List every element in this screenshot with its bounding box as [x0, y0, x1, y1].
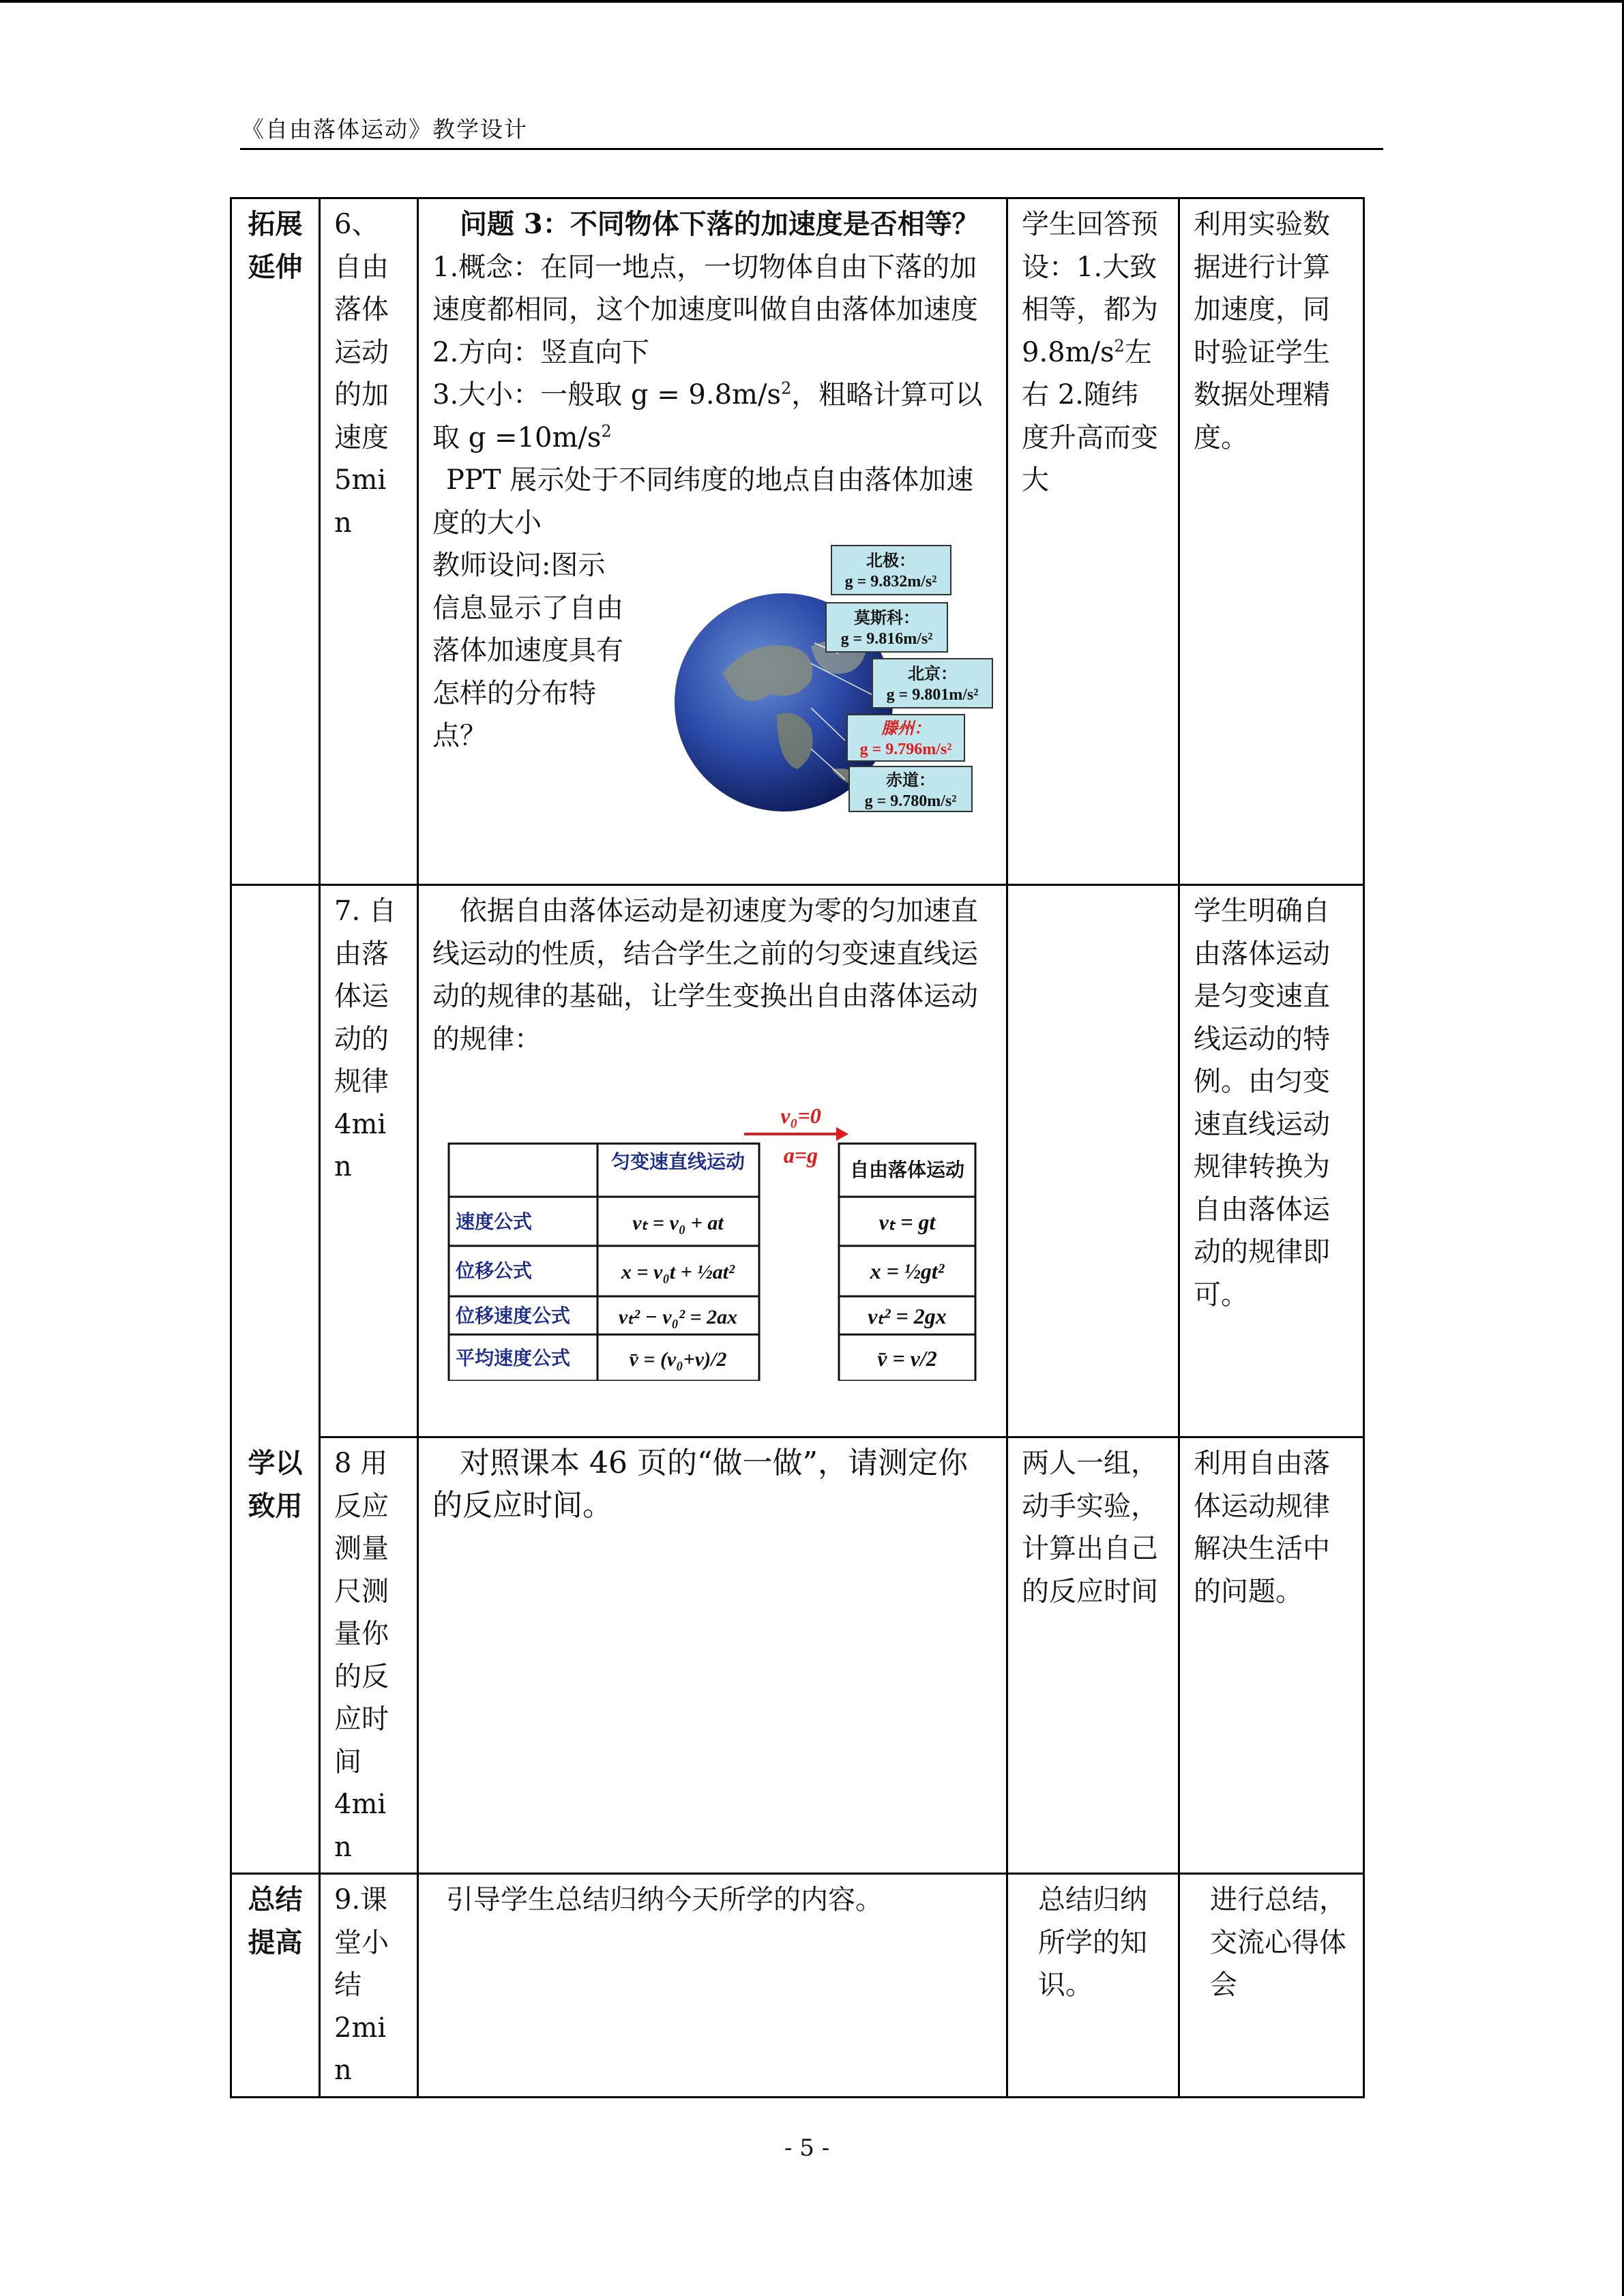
table-row-6	[231, 198, 1364, 885]
direction-text: 2.方向：竖直向下	[432, 336, 650, 368]
intent-cell-6: 利用实验数据进行计算加速度，同时验证学生数据处理精度。	[1179, 198, 1364, 885]
stage-cell-9: 9.课 堂小 结 2min	[320, 1874, 418, 2098]
free-fall-header: 自由落体运动	[849, 1160, 965, 1181]
table-row-9	[231, 1874, 1364, 2098]
globe-gravity-figure	[675, 544, 995, 833]
globe-label-place: 赤道：	[886, 772, 935, 790]
phase-cell-apply	[231, 885, 320, 1874]
content-cell-9	[418, 1874, 1007, 2098]
globe-label-value: g = 9.816m/s²	[840, 630, 933, 648]
formula-names	[456, 1210, 570, 1369]
condition-v0: v₀=0	[780, 1103, 821, 1128]
globe-label-place: 滕州：	[881, 720, 930, 738]
question-title: 问题 3：不同物体下落的加速度是否相等？	[460, 208, 979, 240]
svg-text:速度公式: 速度公式	[456, 1212, 533, 1233]
intent-cell-7: 学生明确自由落体运动是匀变速直线运动的特例。由匀变速直线运动规律转换为自由落体运动的规律即可。	[1179, 885, 1364, 1437]
globe-label-value: g = 9.801m/s²	[886, 686, 979, 704]
intent-cell-8: 利用自由落体运动规律解决生活中的问题。	[1179, 1437, 1364, 1874]
lesson-plan-table	[230, 197, 1365, 2098]
globe-figure-wrap	[432, 544, 992, 833]
stage-cell-6	[320, 198, 418, 885]
svg-text:位移公式: 位移公式	[456, 1261, 533, 1282]
stage-cell-7: 7. 自 由落 体运 动的 规律 4min	[320, 885, 418, 1437]
reaction-time-text: 对照课本 46 页的“做一做”，请测定你的反应时间。	[432, 1446, 968, 1523]
formula-comparison-figure	[441, 1094, 979, 1381]
magnitude-text: 3.大小：一般取 $g = 9.8m/s^2$，粗略计算可以取 $g =10m/s^2$	[432, 378, 983, 453]
svg-text:v̄ = v/2: v̄ = v/2	[877, 1346, 937, 1371]
intent-cell-9: 进行总结，交流心得体会	[1179, 1874, 1364, 2098]
ppt-text: PPT 展示处于不同纬度的地点自由落体加速度的大小	[432, 464, 974, 539]
document-title: 《自由落体运动》教学设计	[241, 116, 528, 143]
svg-text:vₜ = v₀ + at: vₜ = v₀ + at	[632, 1212, 724, 1234]
phase-cell-extend	[231, 198, 320, 885]
globe-label-place: 北京：	[908, 666, 957, 683]
stage-line: 运动	[334, 336, 389, 368]
phase-line: 拓展	[248, 208, 303, 240]
page-header	[240, 113, 1383, 150]
content-cell-7	[418, 885, 1007, 1437]
phase-cell-summary: 总结 提高	[231, 1874, 320, 2098]
student-cell-6: 学生回答预设：1.大致相等，都为 $9.8m/s^2$左右 2.随纬度升高而变大	[1007, 198, 1179, 885]
svg-text:vₜ² = 2gx: vₜ² = 2gx	[868, 1304, 947, 1328]
content-cell-6	[418, 198, 1007, 885]
rule-text: 依据自由落体运动是初速度为零的匀加速直线运动的性质，结合学生之前的匀变速直线运动的规律的基础，让学生变换出自由落体运动的规律：	[432, 895, 978, 1055]
phase-line: 学以	[248, 1447, 303, 1479]
content-cell-8	[418, 1437, 1007, 1874]
stage-line: 自由	[334, 251, 389, 283]
page-number: - 5 -	[784, 2134, 830, 2162]
general-formulas	[619, 1212, 737, 1371]
page-frame-top	[0, 0, 1624, 3]
globe-label-value: g = 9.796m/s²	[859, 741, 952, 758]
summary-text: 引导学生总结归纳今天所学的内容。	[446, 1884, 883, 1915]
svg-text:vₜ² − v₀² = 2ax: vₜ² − v₀² = 2ax	[618, 1306, 738, 1328]
stage-cell-8: 8 用 反应 测量 尺测 量你 的反 应时 间 4min	[320, 1437, 418, 1874]
stage-line: 6、	[334, 209, 379, 240]
stage-line: 5min	[334, 464, 387, 539]
globe-label-value: g = 9.832m/s²	[844, 573, 937, 591]
svg-text:位移速度公式: 位移速度公式	[456, 1306, 571, 1327]
svg-text:v̄ = (v₀+v)/2: v̄ = (v₀+v)/2	[629, 1348, 727, 1371]
arrow-head-icon	[836, 1127, 848, 1141]
svg-text:x = v₀t + ½at²: x = v₀t + ½at²	[621, 1261, 735, 1283]
globe-label-value: g = 9.780m/s²	[864, 792, 957, 810]
table-row-8	[231, 1437, 1364, 1874]
concept-text: 1.概念：在同一地点，一切物体自由下落的加速度都相同，这个加速度叫做自由落体加速度	[432, 251, 978, 325]
phase-line: 延伸	[248, 250, 303, 283]
stage-line: 速度	[334, 421, 389, 453]
free-fall-formulas	[868, 1210, 946, 1371]
svg-text:平均速度公式: 平均速度公式	[456, 1348, 571, 1369]
globe-label-place: 莫斯科：	[854, 610, 919, 627]
student-cell-8: 两人一组，动手实验，计算出自己的反应时间	[1007, 1437, 1179, 1874]
phase-line: 致用	[248, 1489, 303, 1522]
teacher-question: 教师设问:图示 信息显示了自由 落体加速度具有 怎样的分布特 点？	[432, 550, 623, 751]
general-header: 匀变速直线运动	[610, 1152, 745, 1173]
svg-text:vₜ = gt: vₜ = gt	[879, 1210, 936, 1234]
student-cell-7	[1007, 885, 1179, 1437]
stage-line: 落体	[334, 294, 389, 325]
student-cell-9: 总结归纳所学的知识。	[1007, 1874, 1179, 2098]
globe-label-place: 北极：	[866, 552, 915, 570]
stage-line: 的加	[334, 379, 389, 411]
table-row-7	[231, 885, 1364, 1437]
condition-a: a=g	[783, 1143, 818, 1167]
svg-text:x = ½gt²: x = ½gt²	[870, 1259, 945, 1283]
